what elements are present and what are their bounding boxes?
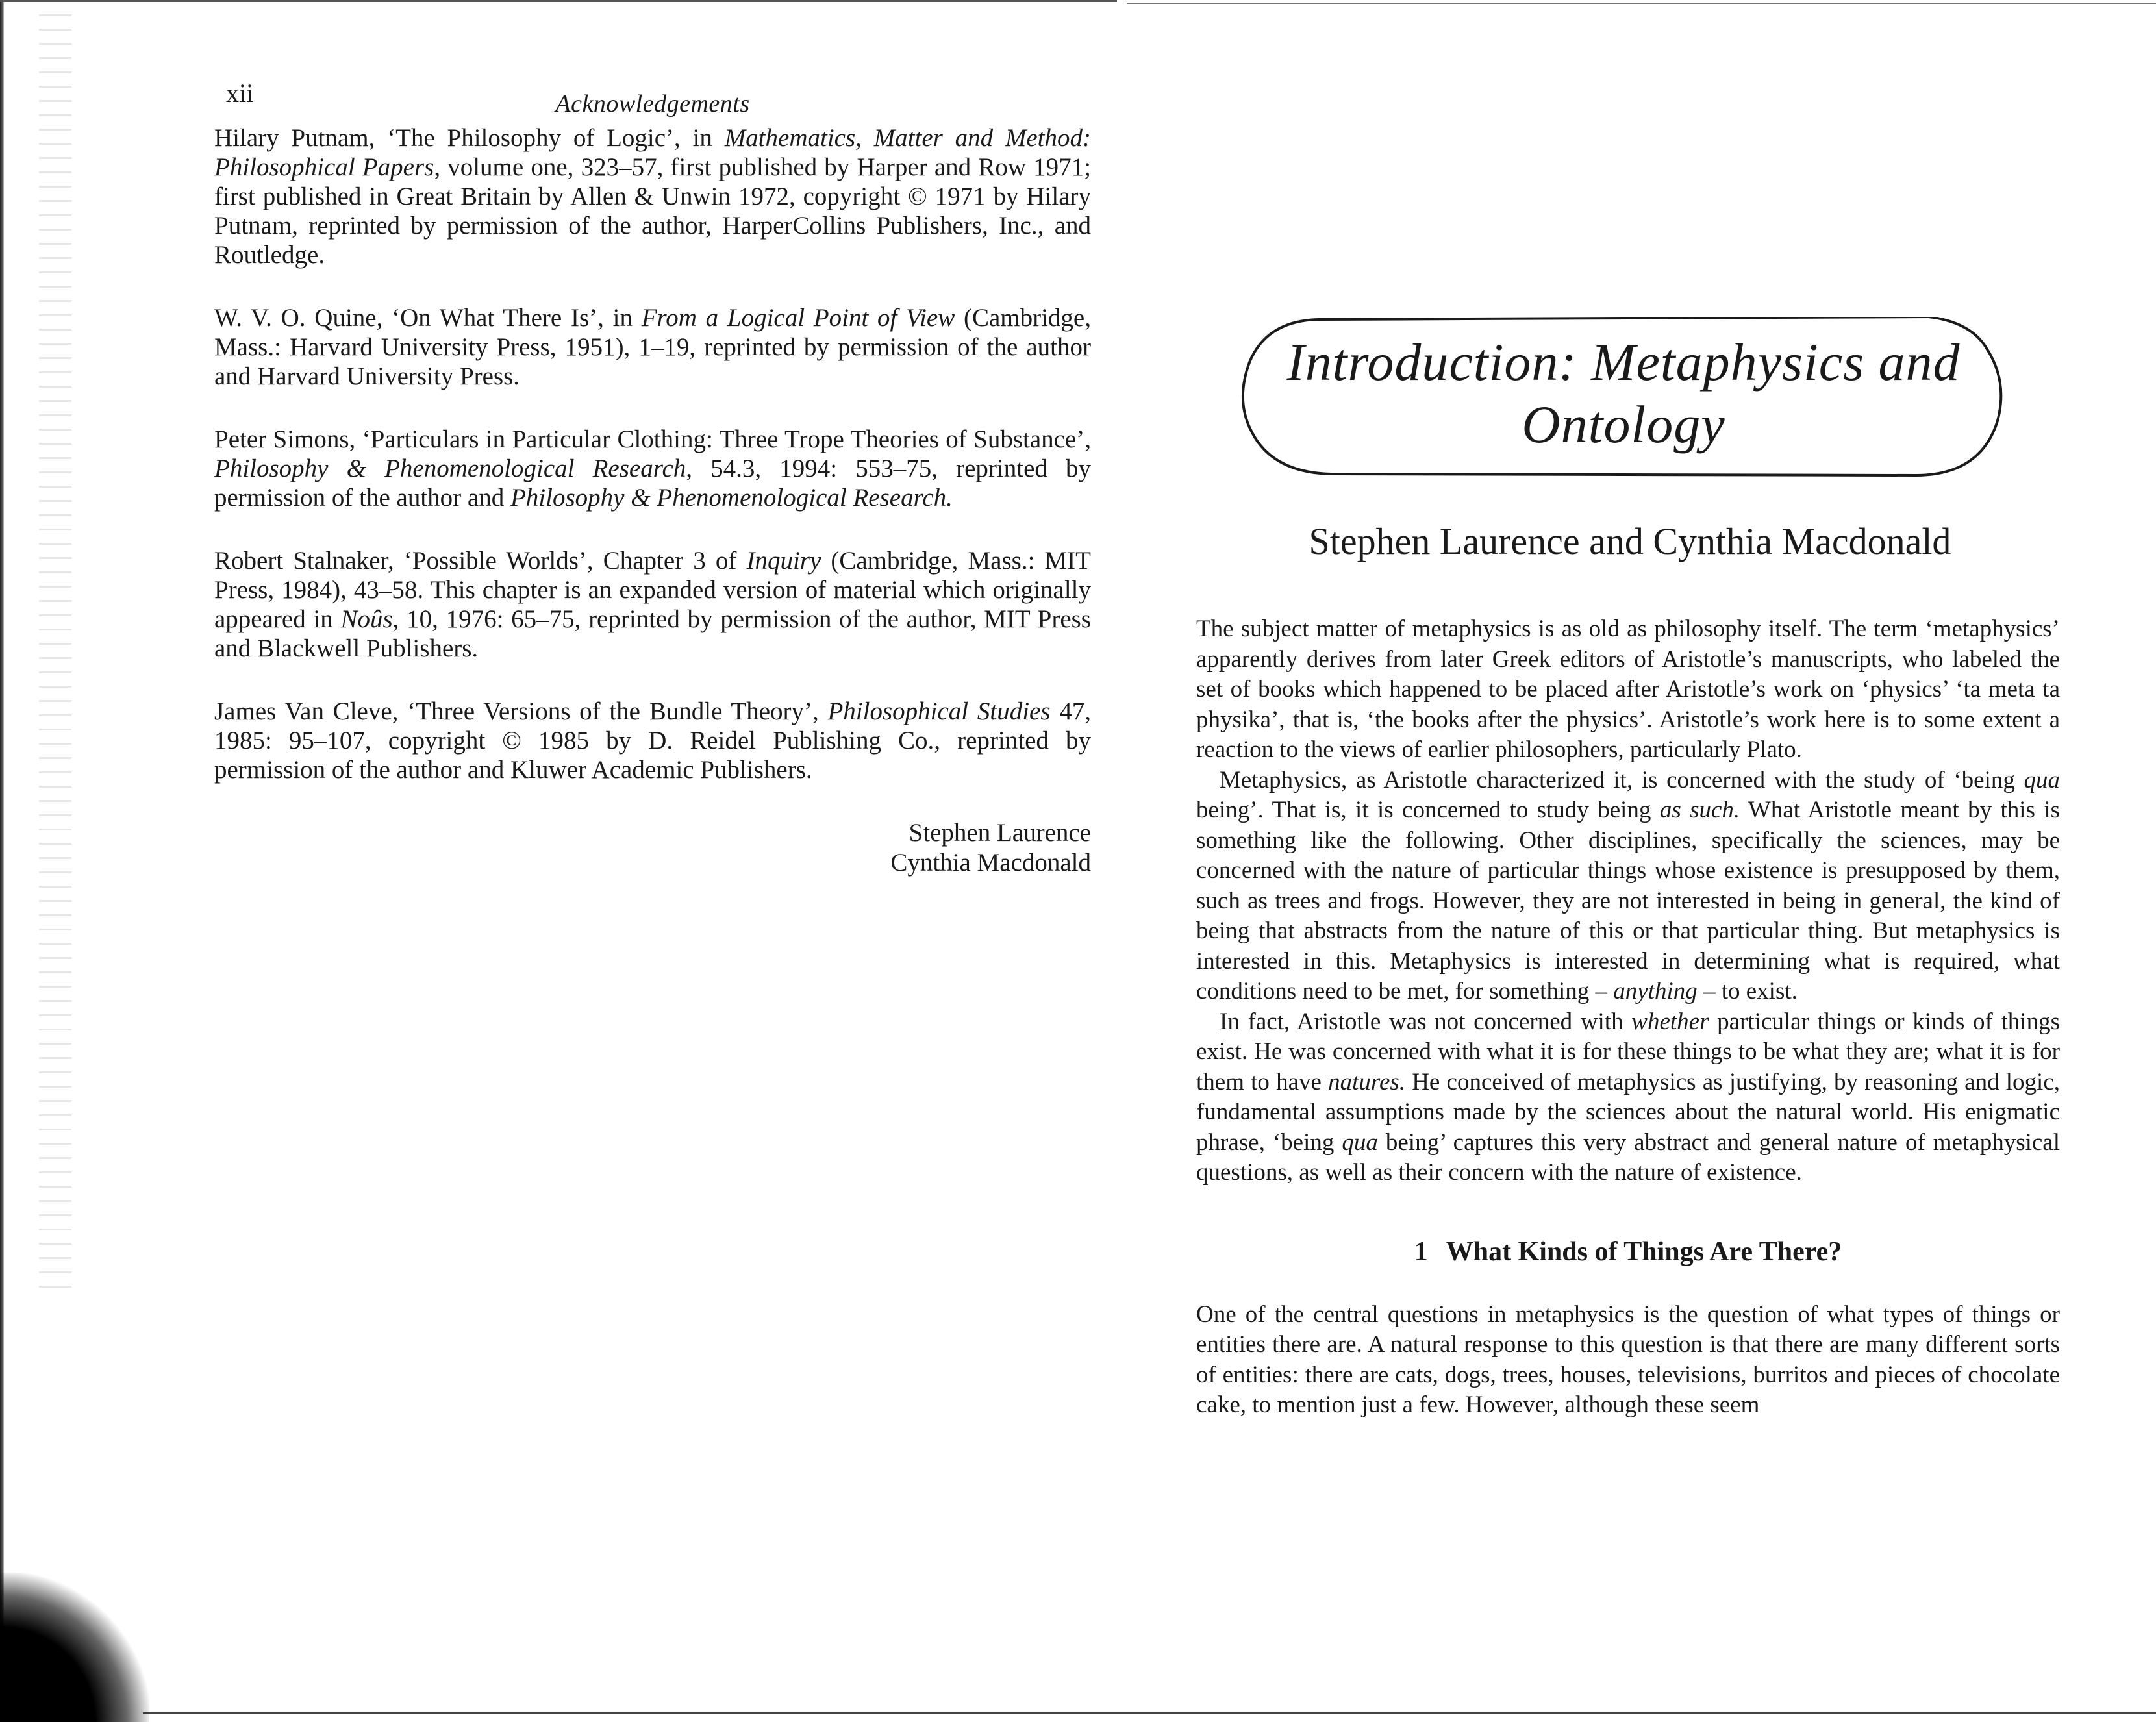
signature-name: Stephen Laurence (909, 819, 1091, 847)
chapter-body (1196, 614, 2060, 1421)
signature-block (214, 818, 1091, 878)
paragraph: The subject matter of metaphysics is as old as philosophy itself. The term ‘metaphysics’ apparently derives from later Greek editors of Aristotle’s manuscripts, who labeled the set of books which happened to be placed after Aristotle’s work on ‘physics’ ‘ta meta ta physika’, that is, ‘the books after the physics’. Aristotle’s work here is to some extent a reaction to the views of earlier philosophers, particularly Plato. (1196, 616, 2060, 763)
paragraph: Metaphysics, as Aristotle characterized it, is concerned with the study of ‘being qua being’. That is, it is concerned to study being as such. What Aristotle meant by this is something like the following. Other disciplines, specifically the sciences, may be concerned with the nature of particular things whose existence is presupposed by them, such as trees and frogs. However, they are not interested in being in general, the kind of being that abstracts from the nature of this or that particular thing. But metaphysics is interested in this. Metaphysics is interested in determining what is required, what conditions need to be met, for something – anything – to exist. (1196, 766, 2060, 1004)
scan-top-edge-left (0, 0, 1117, 2)
left-page (214, 71, 1091, 878)
binding-speckle (39, 0, 71, 1299)
scan-edge-shadow (0, 0, 4, 1722)
paragraph: One of the central questions in metaphysics is the question of what types of things or entities there are. A natural response to this question is that there are many different sorts of entities: there are cats, dogs, trees, houses, televisions, burritos and pieces of chocolate cake, to mention just a few. However, although these seem (1196, 1301, 2060, 1418)
section-title: What Kinds of Things Are There? (1446, 1236, 1842, 1267)
page-number: xii (226, 79, 254, 108)
paragraph: In fact, Aristotle was not concerned with whether particular things or kinds of things exist. He was concerned with what it is for these things to be what they are; what it is for them to have natures. He conceived of metaphysics as justifying, by reasoning and logic, fundamental assumptions made by the sciences about the natural world. His enigmatic phrase, ‘being qua being’ captures this very abstract and general nature of metaphysical questions, as well as their concern with the nature of existence. (1196, 1008, 2061, 1186)
ack-entry-van-cleve: James Van Cleve, ‘Three Versions of the Bundle Theory’, Philosophical Studies 47, 1985: 95–107, copyright © 1985 by D. Reidel Publishing Co., reprinted by permission of the author and Kluwer Academic Publishers. (214, 697, 1092, 784)
scan-bottom-edge (143, 1712, 2156, 1714)
chapter-title-line: Introduction: Metaphysics and (1286, 332, 1961, 392)
running-title: Acknowledgements (555, 90, 750, 118)
chapter-authors: Stephen Laurence and Cynthia Macdonald (1309, 520, 1951, 562)
section-number: 1 (1414, 1236, 1428, 1267)
thumb-shadow (0, 1573, 149, 1722)
chapter-title-line: Ontology (1522, 395, 1725, 454)
signature-name: Cynthia Macdonald (890, 849, 1091, 877)
chapter-title (1240, 331, 2007, 456)
ack-entry-simons: Peter Simons, ‘Particulars in Particular Clothing: Three Trope Theories of Substance’, Philosophy & Phenomenological Research, 54.3, 1994: 553–75, reprinted by permission of the author and Philosophy & Phenomenological Research. (214, 425, 1091, 512)
ack-entry-quine: W. V. O. Quine, ‘On What There Is’, in From a Logical Point of View (Cambridge, Mass.: Harvard University Press, 1951), 1–19, reprinted by permission of the author and Harvard University Press. (214, 304, 1091, 390)
section-heading (1196, 1236, 2060, 1267)
running-head (214, 71, 1091, 123)
ack-entry-stalnaker: Robert Stalnaker, ‘Possible Worlds’, Chapter 3 of Inquiry (Cambridge, Mass.: MIT Press, 1984), 43–58. This chapter is an expanded version of material which originally appeared in Noûs, 10, 1976: 65–75, reprinted by permission of the author, MIT Press and Blackwell Publishers. (214, 547, 1091, 662)
scan-top-edge-right (1127, 3, 2156, 4)
chapter-title-frame (1240, 317, 2007, 479)
ack-entry-putnam: Hilary Putnam, ‘The Philosophy of Logic’, in Mathematics, Matter and Method: Philosophical Papers, volume one, 323–57, first published by Harper and Row 1971; first published in Great Britain by Allen & Unwin 1972, copyright © 1971 by Hilary Putnam, reprinted by permission of the author, HarperCollins Publishers, Inc., and Routledge. (214, 124, 1092, 269)
